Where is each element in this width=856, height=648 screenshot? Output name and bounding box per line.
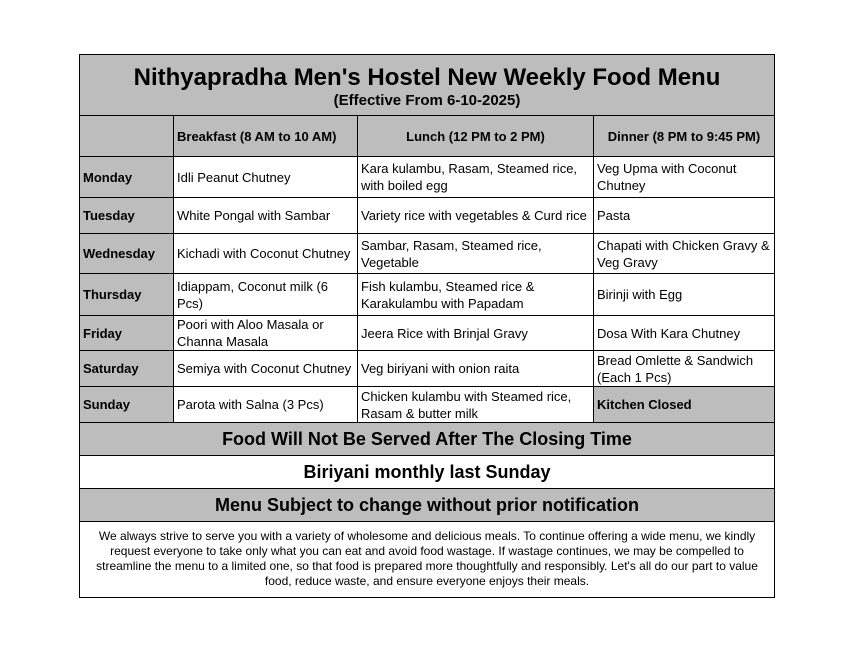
dinner-cell: Chapati with Chicken Gravy & Veg Gravy	[594, 234, 775, 274]
lunch-cell: Kara kulambu, Rasam, Steamed rice, with boiled egg	[358, 157, 594, 198]
title-cell	[80, 55, 775, 116]
page-title: Nithyapradha Men's Hostel New Weekly Food Menu	[133, 64, 721, 91]
dinner-cell: Pasta	[594, 198, 775, 234]
dinner-cell: Bread Omlette & Sandwich (Each 1 Pcs)	[594, 351, 775, 387]
lunch-cell: Veg biriyani with onion raita	[358, 351, 594, 387]
day-label: Monday	[80, 157, 174, 198]
lunch-cell: Variety rice with vegetables & Curd rice	[358, 198, 594, 234]
effective-date: (Effective From 6-10-2025)	[333, 92, 521, 109]
day-label: Saturday	[80, 351, 174, 387]
lunch-cell: Jeera Rice with Brinjal Gravy	[358, 316, 594, 351]
day-label: Friday	[80, 316, 174, 351]
breakfast-cell: Idiappam, Coconut milk (6 Pcs)	[174, 274, 358, 316]
row-monday	[80, 157, 775, 198]
dinner-cell: Veg Upma with Coconut Chutney	[594, 157, 775, 198]
breakfast-cell: Idli Peanut Chutney	[174, 157, 358, 198]
row-saturday	[80, 351, 775, 387]
header-row	[80, 116, 775, 157]
row-friday	[80, 316, 775, 351]
lunch-cell: Chicken kulambu with Steamed rice, Rasam & butter milk	[358, 387, 594, 423]
row-sunday	[80, 387, 775, 423]
food-wastage-note: We always strive to serve you with a variety of wholesome and delicious meals. To continue offering a wide menu, we kindly request everyone to take only what you can eat and avoid food wastage. If wastage continues, we may be compelled to streamline the menu to a limited one, so that food is prepared more thoughtfully and responsibly. Let's all do our part to value food, reduce waste, and ensure everyone enjoys their meals.	[80, 522, 775, 598]
row-tuesday	[80, 198, 775, 234]
dinner-cell: Kitchen Closed	[594, 387, 775, 423]
day-label: Wednesday	[80, 234, 174, 274]
breakfast-cell: Semiya with Coconut Chutney	[174, 351, 358, 387]
dinner-cell: Dosa With Kara Chutney	[594, 316, 775, 351]
breakfast-cell: White Pongal with Sambar	[174, 198, 358, 234]
food-menu-sheet	[79, 54, 774, 598]
row-wednesday	[80, 234, 775, 274]
row-thursday	[80, 274, 775, 316]
breakfast-cell: Kichadi with Coconut Chutney	[174, 234, 358, 274]
header-blank	[80, 116, 174, 157]
breakfast-cell: Parota with Salna (3 Pcs)	[174, 387, 358, 423]
menu-change-banner: Menu Subject to change without prior notification	[80, 489, 775, 522]
day-label: Thursday	[80, 274, 174, 316]
header-breakfast: Breakfast (8 AM to 10 AM)	[174, 116, 358, 157]
day-label: Sunday	[80, 387, 174, 423]
header-dinner: Dinner (8 PM to 9:45 PM)	[594, 116, 775, 157]
lunch-cell: Fish kulambu, Steamed rice & Karakulambu with Papadam	[358, 274, 594, 316]
dinner-cell: Birinji with Egg	[594, 274, 775, 316]
breakfast-cell: Poori with Aloo Masala or Channa Masala	[174, 316, 358, 351]
menu-table	[79, 54, 775, 598]
biriyani-banner: Biriyani monthly last Sunday	[80, 456, 775, 489]
day-label: Tuesday	[80, 198, 174, 234]
header-lunch: Lunch (12 PM to 2 PM)	[358, 116, 594, 157]
closing-time-banner: Food Will Not Be Served After The Closing Time	[80, 423, 775, 456]
lunch-cell: Sambar, Rasam, Steamed rice, Vegetable	[358, 234, 594, 274]
